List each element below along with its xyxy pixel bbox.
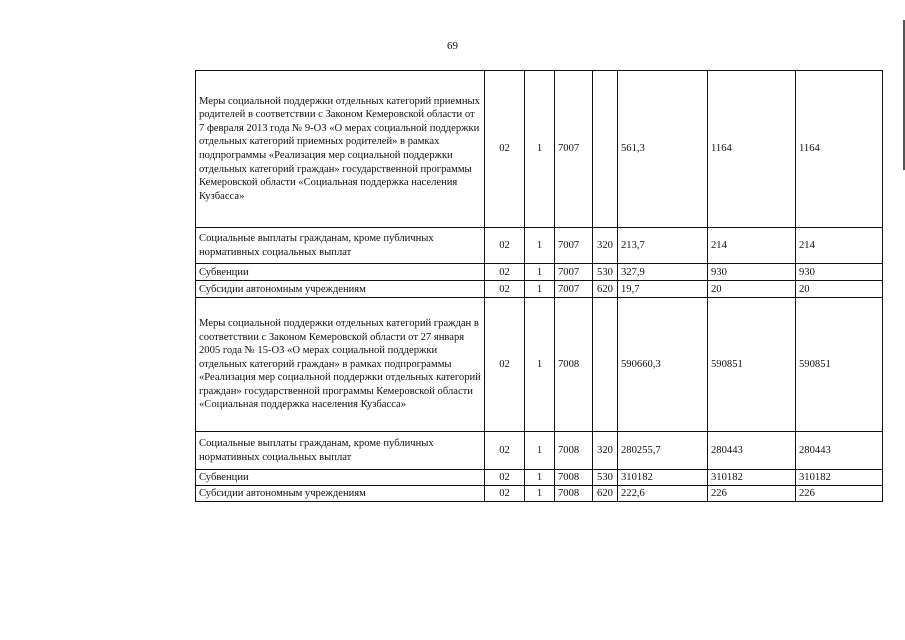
- amount-1-cell: 561,3: [618, 71, 708, 228]
- item-code-cell: 7007: [555, 71, 593, 228]
- amount-2-cell: 226: [708, 486, 796, 502]
- subsection-code-cell: 1: [525, 432, 555, 470]
- table-row: [196, 228, 883, 264]
- amount-2-cell: 20: [708, 281, 796, 298]
- section-code-cell: 02: [485, 470, 525, 486]
- table-row: [196, 432, 883, 470]
- row-name-cell: Субвенции: [196, 264, 485, 281]
- subsection-code-cell: 1: [525, 281, 555, 298]
- amount-1-cell: 310182: [618, 470, 708, 486]
- expense-type-cell: [593, 71, 618, 228]
- table-row: [196, 71, 883, 228]
- expense-type-cell: 530: [593, 264, 618, 281]
- expense-type-cell: 620: [593, 486, 618, 502]
- item-code-cell: 7007: [555, 281, 593, 298]
- expense-type-cell: 320: [593, 432, 618, 470]
- subsection-code-cell: 1: [525, 470, 555, 486]
- amount-1-cell: 590660,3: [618, 298, 708, 432]
- row-name-cell: Меры социальной поддержки отдельных категорий приемных родителей в соответствии с Законом Кемеровской области от 7 февраля 2013 года № 9-ОЗ «О мерах социальной поддержки отдельных категорий приемных родителей» в рамках подпрограммы «Реализация мер социальной поддержки отдельных категорий граждан» государственной программы Кемеровской области «Социальная поддержка населения Кузбасса»: [196, 71, 485, 228]
- section-code-cell: 02: [485, 298, 525, 432]
- expense-type-cell: 620: [593, 281, 618, 298]
- row-name-cell: Субсидии автономным учреждениям: [196, 486, 485, 502]
- row-name-cell: Субвенции: [196, 470, 485, 486]
- amount-2-cell: 214: [708, 228, 796, 264]
- expense-type-cell: 530: [593, 470, 618, 486]
- amount-2-cell: 280443: [708, 432, 796, 470]
- amount-3-cell: 1164: [796, 71, 883, 228]
- amount-2-cell: 930: [708, 264, 796, 281]
- amount-1-cell: 222,6: [618, 486, 708, 502]
- item-code-cell: 7007: [555, 264, 593, 281]
- amount-3-cell: 20: [796, 281, 883, 298]
- budget-table: [195, 70, 883, 502]
- row-name-cell: Социальные выплаты гражданам, кроме публичных нормативных социальных выплат: [196, 228, 485, 264]
- subsection-code-cell: 1: [525, 264, 555, 281]
- amount-2-cell: 310182: [708, 470, 796, 486]
- expense-type-cell: [593, 298, 618, 432]
- amount-1-cell: 19,7: [618, 281, 708, 298]
- amount-1-cell: 213,7: [618, 228, 708, 264]
- section-code-cell: 02: [485, 486, 525, 502]
- row-name-cell: Субсидии автономным учреждениям: [196, 281, 485, 298]
- subsection-code-cell: 1: [525, 71, 555, 228]
- item-code-cell: 7007: [555, 228, 593, 264]
- amount-3-cell: 214: [796, 228, 883, 264]
- table-row: [196, 470, 883, 486]
- section-code-cell: 02: [485, 281, 525, 298]
- item-code-cell: 7008: [555, 298, 593, 432]
- amount-1-cell: 327,9: [618, 264, 708, 281]
- subsection-code-cell: 1: [525, 228, 555, 264]
- section-code-cell: 02: [485, 432, 525, 470]
- item-code-cell: 7008: [555, 486, 593, 502]
- amount-2-cell: 590851: [708, 298, 796, 432]
- amount-2-cell: 1164: [708, 71, 796, 228]
- amount-3-cell: 226: [796, 486, 883, 502]
- table-row: [196, 264, 883, 281]
- row-name-cell: Меры социальной поддержки отдельных категорий граждан в соответствии с Законом Кемеровской области от 27 января 2005 года № 15-ОЗ «О мерах социальной поддержки отдельных категорий граждан» в рамках подпрограммы «Реализация мер социальной поддержки отдельных категорий граждан» государственной программы Кемеровской области «Социальная поддержка населения Кузбасса»: [196, 298, 485, 432]
- row-name-cell: Социальные выплаты гражданам, кроме публичных нормативных социальных выплат: [196, 432, 485, 470]
- amount-3-cell: 930: [796, 264, 883, 281]
- section-code-cell: 02: [485, 264, 525, 281]
- budget-table-body: [196, 71, 883, 502]
- amount-3-cell: 310182: [796, 470, 883, 486]
- subsection-code-cell: 1: [525, 486, 555, 502]
- page-number: 69: [447, 40, 458, 52]
- amount-1-cell: 280255,7: [618, 432, 708, 470]
- table-row: [196, 486, 883, 502]
- item-code-cell: 7008: [555, 470, 593, 486]
- section-code-cell: 02: [485, 71, 525, 228]
- item-code-cell: 7008: [555, 432, 593, 470]
- section-code-cell: 02: [485, 228, 525, 264]
- table-row: [196, 298, 883, 432]
- table-row: [196, 281, 883, 298]
- expense-type-cell: 320: [593, 228, 618, 264]
- amount-3-cell: 590851: [796, 298, 883, 432]
- amount-3-cell: 280443: [796, 432, 883, 470]
- subsection-code-cell: 1: [525, 298, 555, 432]
